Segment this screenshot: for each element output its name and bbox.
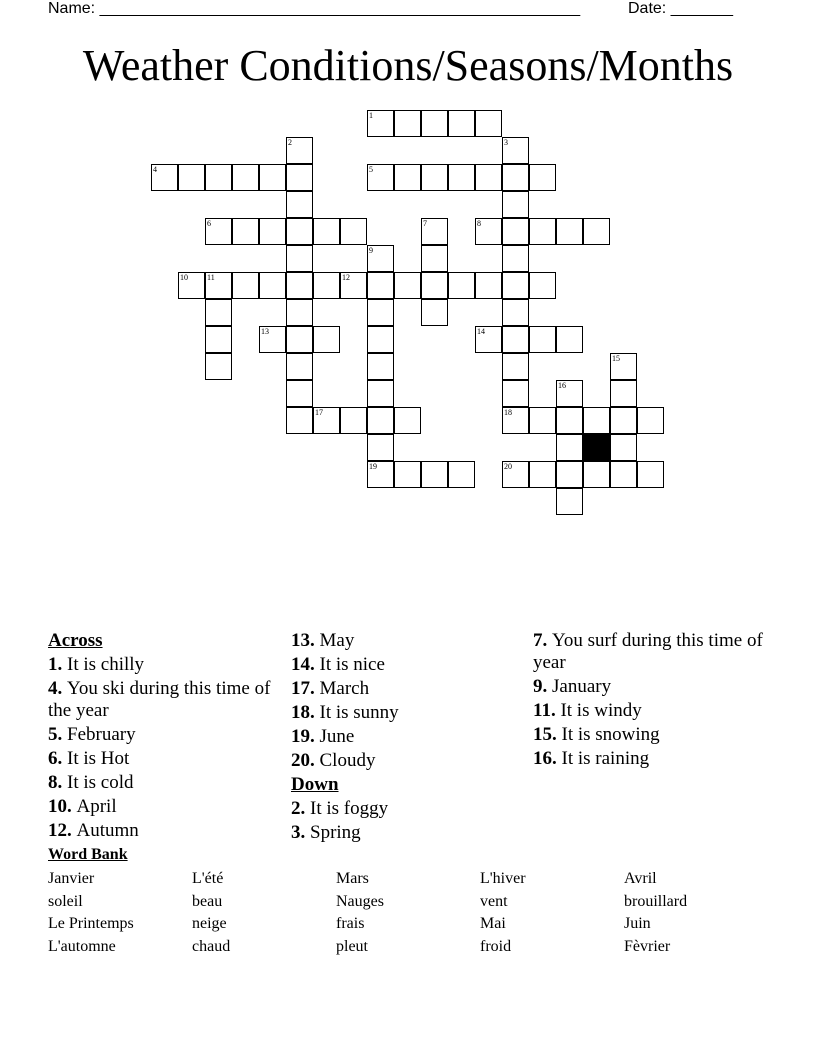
clue-item (533, 676, 763, 698)
grid-cell[interactable] (313, 407, 340, 434)
clue-number: 1 (369, 111, 373, 120)
clue-item-number: 19. (291, 726, 320, 747)
clue-item (533, 724, 763, 746)
grid-cell[interactable] (232, 218, 259, 245)
clue-number: 10 (180, 273, 188, 282)
grid-cell[interactable] (286, 407, 313, 434)
grid-cell[interactable] (367, 353, 394, 380)
grid-cell[interactable] (367, 299, 394, 326)
grid-cell[interactable] (421, 299, 448, 326)
down-heading: Down (291, 774, 339, 795)
grid-cell[interactable] (205, 164, 232, 191)
clue-item-number: 17. (291, 678, 320, 699)
grid-cell[interactable] (556, 461, 583, 488)
grid-cell[interactable] (502, 461, 529, 488)
word-bank-title: Word Bank (48, 846, 128, 863)
word-bank-item: chaud (192, 937, 231, 955)
grid-cell[interactable] (205, 326, 232, 353)
word-bank-item: neige (192, 915, 227, 933)
clue-item-text: It is Hot (67, 748, 130, 769)
grid-cell[interactable] (259, 272, 286, 299)
grid-cell[interactable] (556, 326, 583, 353)
grid-cell[interactable] (313, 218, 340, 245)
grid-cell[interactable] (583, 218, 610, 245)
word-bank-item: Le Printemps (48, 915, 134, 933)
clue-item-text: It is chilly (67, 654, 145, 675)
grid-cell[interactable] (637, 407, 664, 434)
clue-item-number: 6. (48, 748, 67, 769)
clue-item (533, 700, 763, 722)
word-bank-item: L'hiver (480, 870, 526, 887)
grid-cell[interactable] (583, 461, 610, 488)
grid-cell[interactable] (529, 164, 556, 191)
clue-item-text: It is foggy (310, 798, 389, 819)
across-clue-list-continued (291, 630, 521, 772)
grid-cell[interactable] (502, 164, 529, 191)
clue-item (291, 798, 521, 820)
clue-item-number: 12. (48, 820, 77, 841)
clue-number: 4 (153, 165, 157, 174)
clue-item (291, 726, 521, 748)
grid-cell[interactable] (394, 110, 421, 137)
grid-cell[interactable] (259, 218, 286, 245)
grid-cell[interactable] (394, 407, 421, 434)
clue-item-text: May (319, 630, 355, 651)
grid-cell[interactable] (502, 137, 529, 164)
clue-number: 11 (207, 273, 215, 282)
clue-item-text: It is raining (561, 748, 650, 769)
grid-cell[interactable] (259, 326, 286, 353)
down-clue-list (291, 798, 521, 844)
clue-item (291, 654, 521, 676)
grid-cell[interactable] (583, 407, 610, 434)
grid-cell[interactable] (286, 299, 313, 326)
clue-item-text: Autumn (76, 820, 139, 841)
grid-cell[interactable] (475, 164, 502, 191)
grid-cell[interactable] (610, 407, 637, 434)
clue-item-number: 18. (291, 702, 320, 723)
clue-number: 17 (315, 408, 323, 417)
grid-cell[interactable] (610, 380, 637, 407)
clue-item-text: It is windy (560, 700, 642, 721)
grid-cell[interactable] (151, 164, 178, 191)
grid-cell[interactable] (502, 191, 529, 218)
grid-cell[interactable] (556, 488, 583, 515)
word-bank-item: vent (480, 892, 508, 910)
grid-cell[interactable] (232, 272, 259, 299)
across-heading: Across (48, 630, 103, 651)
word-bank-item: L'été (192, 870, 224, 887)
clues-column-3 (533, 630, 763, 772)
word-bank-item: froid (480, 937, 512, 955)
clue-item-text: You ski during this time of the year (48, 678, 271, 721)
name-field[interactable]: Name: ______________________________________________________ (48, 0, 581, 17)
word-bank-item: Avril (624, 870, 657, 887)
clue-item-number: 1. (48, 654, 67, 675)
grid-cell[interactable] (610, 353, 637, 380)
grid-cell[interactable] (367, 461, 394, 488)
grid-cell[interactable] (286, 326, 313, 353)
clues-column-2 (291, 630, 521, 846)
grid-cell[interactable] (448, 461, 475, 488)
grid-cell[interactable] (367, 380, 394, 407)
word-bank-item: Juin (624, 915, 651, 933)
clue-number: 2 (288, 138, 292, 147)
clue-item-number: 14. (291, 654, 320, 675)
grid-cell[interactable] (502, 407, 529, 434)
grid-cell[interactable] (637, 461, 664, 488)
clue-item (291, 750, 521, 772)
grid-cell[interactable] (178, 272, 205, 299)
grid-cell[interactable] (475, 218, 502, 245)
clue-item-number: 3. (291, 822, 310, 843)
clue-number: 18 (504, 408, 512, 417)
grid-cell[interactable] (367, 245, 394, 272)
clue-item (291, 678, 521, 700)
grid-cell[interactable] (367, 326, 394, 353)
grid-cell[interactable] (286, 272, 313, 299)
grid-cell[interactable] (556, 218, 583, 245)
word-bank-item: L'automne (48, 937, 116, 955)
clues-column-1 (48, 630, 278, 844)
clue-item-text: June (319, 726, 355, 747)
grid-cell[interactable] (286, 137, 313, 164)
grid-cell[interactable] (394, 272, 421, 299)
grid-cell[interactable] (475, 110, 502, 137)
grid-cell[interactable] (502, 218, 529, 245)
grid-cell[interactable] (205, 218, 232, 245)
grid-cell[interactable] (340, 407, 367, 434)
clue-number: 12 (342, 273, 350, 282)
clue-item-number: 13. (291, 630, 320, 651)
clue-item-number: 5. (48, 724, 67, 745)
grid-cell[interactable] (529, 218, 556, 245)
clue-item-text: It is cold (67, 772, 134, 793)
grid-cell[interactable] (502, 272, 529, 299)
grid-cell[interactable] (556, 407, 583, 434)
grid-cell[interactable] (448, 272, 475, 299)
clue-item-number: 2. (291, 798, 310, 819)
grid-block (583, 434, 610, 461)
clue-item (48, 820, 278, 842)
grid-cell[interactable] (286, 245, 313, 272)
clue-item (291, 630, 521, 652)
grid-cell[interactable] (232, 164, 259, 191)
word-bank-item: frais (336, 915, 365, 933)
clue-item (291, 702, 521, 724)
grid-cell[interactable] (313, 326, 340, 353)
grid-cell[interactable] (394, 461, 421, 488)
clue-item-number: 11. (533, 700, 561, 721)
clue-item-text: April (76, 796, 117, 817)
clue-item (48, 772, 278, 794)
grid-cell[interactable] (286, 218, 313, 245)
grid-cell[interactable] (502, 326, 529, 353)
clue-item-number: 4. (48, 678, 67, 699)
grid-cell[interactable] (421, 164, 448, 191)
clue-item-number: 16. (533, 748, 562, 769)
clue-number: 15 (612, 354, 620, 363)
clue-number: 13 (261, 327, 269, 336)
grid-cell[interactable] (205, 272, 232, 299)
down-clue-list-continued (533, 630, 763, 770)
grid-cell[interactable] (286, 164, 313, 191)
grid-cell[interactable] (178, 164, 205, 191)
clue-item (48, 748, 278, 770)
grid-cell[interactable] (205, 353, 232, 380)
grid-cell[interactable] (502, 380, 529, 407)
clue-item-text: January (552, 676, 612, 697)
clue-item-number: 10. (48, 796, 77, 817)
word-bank-item: Janvier (48, 870, 95, 887)
grid-cell[interactable] (421, 272, 448, 299)
clue-number: 14 (477, 327, 485, 336)
grid-cell[interactable] (502, 353, 529, 380)
grid-cell[interactable] (448, 110, 475, 137)
clue-number: 7 (423, 219, 427, 228)
word-bank-item: soleil (48, 892, 83, 910)
clue-item-number: 15. (533, 724, 562, 745)
clue-number: 19 (369, 462, 377, 471)
grid-cell[interactable] (394, 164, 421, 191)
grid-cell[interactable] (367, 110, 394, 137)
grid-cell[interactable] (421, 218, 448, 245)
clue-number: 20 (504, 462, 512, 471)
clue-number: 9 (369, 246, 373, 255)
clue-item-text: March (319, 678, 370, 699)
word-bank-item: Mai (480, 915, 506, 933)
grid-cell[interactable] (286, 191, 313, 218)
clue-item-text: It is snowing (561, 724, 660, 745)
grid-cell[interactable] (529, 326, 556, 353)
clue-number: 16 (558, 381, 566, 390)
word-bank-item: pleut (336, 937, 368, 955)
grid-cell[interactable] (529, 407, 556, 434)
clue-item (48, 678, 278, 722)
clue-item-text: February (67, 724, 136, 745)
clue-number: 3 (504, 138, 508, 147)
word-bank-item: Mars (336, 870, 369, 887)
clue-item-number: 8. (48, 772, 67, 793)
grid-cell[interactable] (529, 461, 556, 488)
grid-cell[interactable] (259, 164, 286, 191)
grid-cell[interactable] (286, 380, 313, 407)
clue-number: 6 (207, 219, 211, 228)
date-field[interactable]: Date: _______ (628, 0, 733, 17)
grid-cell[interactable] (313, 272, 340, 299)
grid-cell[interactable] (367, 272, 394, 299)
grid-cell[interactable] (367, 434, 394, 461)
grid-cell[interactable] (367, 164, 394, 191)
clue-item-text: Cloudy (319, 750, 376, 771)
grid-cell[interactable] (340, 218, 367, 245)
word-bank-item: brouillard (624, 892, 688, 910)
clue-number: 8 (477, 219, 481, 228)
grid-cell[interactable] (286, 353, 313, 380)
grid-cell[interactable] (448, 164, 475, 191)
grid-cell[interactable] (610, 434, 637, 461)
word-bank-item: beau (192, 892, 223, 910)
word-bank-item: Nauges (336, 892, 384, 910)
clue-number: 5 (369, 165, 373, 174)
grid-cell[interactable] (475, 326, 502, 353)
clue-item-text: It is nice (319, 654, 385, 675)
clue-item-number: 9. (533, 676, 552, 697)
clue-item-number: 7. (533, 630, 552, 651)
clue-item-text: You surf during this time of year (533, 630, 763, 673)
grid-cell[interactable] (502, 299, 529, 326)
clue-item (48, 796, 278, 818)
grid-cell[interactable] (340, 272, 367, 299)
grid-cell[interactable] (502, 245, 529, 272)
page-title: Weather Conditions/Seasons/Months (82, 41, 734, 90)
clue-item (533, 748, 763, 770)
grid-cell[interactable] (367, 407, 394, 434)
clue-item-text: It is sunny (319, 702, 399, 723)
clue-item-number: 20. (291, 750, 320, 771)
clue-item-text: Spring (310, 822, 361, 843)
grid-cell[interactable] (475, 272, 502, 299)
grid-cell[interactable] (421, 245, 448, 272)
clue-item (48, 654, 278, 676)
clue-item (48, 724, 278, 746)
grid-cell[interactable] (529, 272, 556, 299)
clue-item (291, 822, 521, 844)
grid-cell[interactable] (421, 461, 448, 488)
across-clue-list (48, 654, 278, 842)
grid-cell[interactable] (610, 461, 637, 488)
grid-cell[interactable] (205, 299, 232, 326)
grid-cell[interactable] (421, 110, 448, 137)
grid-cell[interactable] (556, 434, 583, 461)
grid-cell[interactable] (556, 380, 583, 407)
word-bank-item: Fèvrier (624, 937, 671, 955)
clue-item (533, 630, 763, 674)
